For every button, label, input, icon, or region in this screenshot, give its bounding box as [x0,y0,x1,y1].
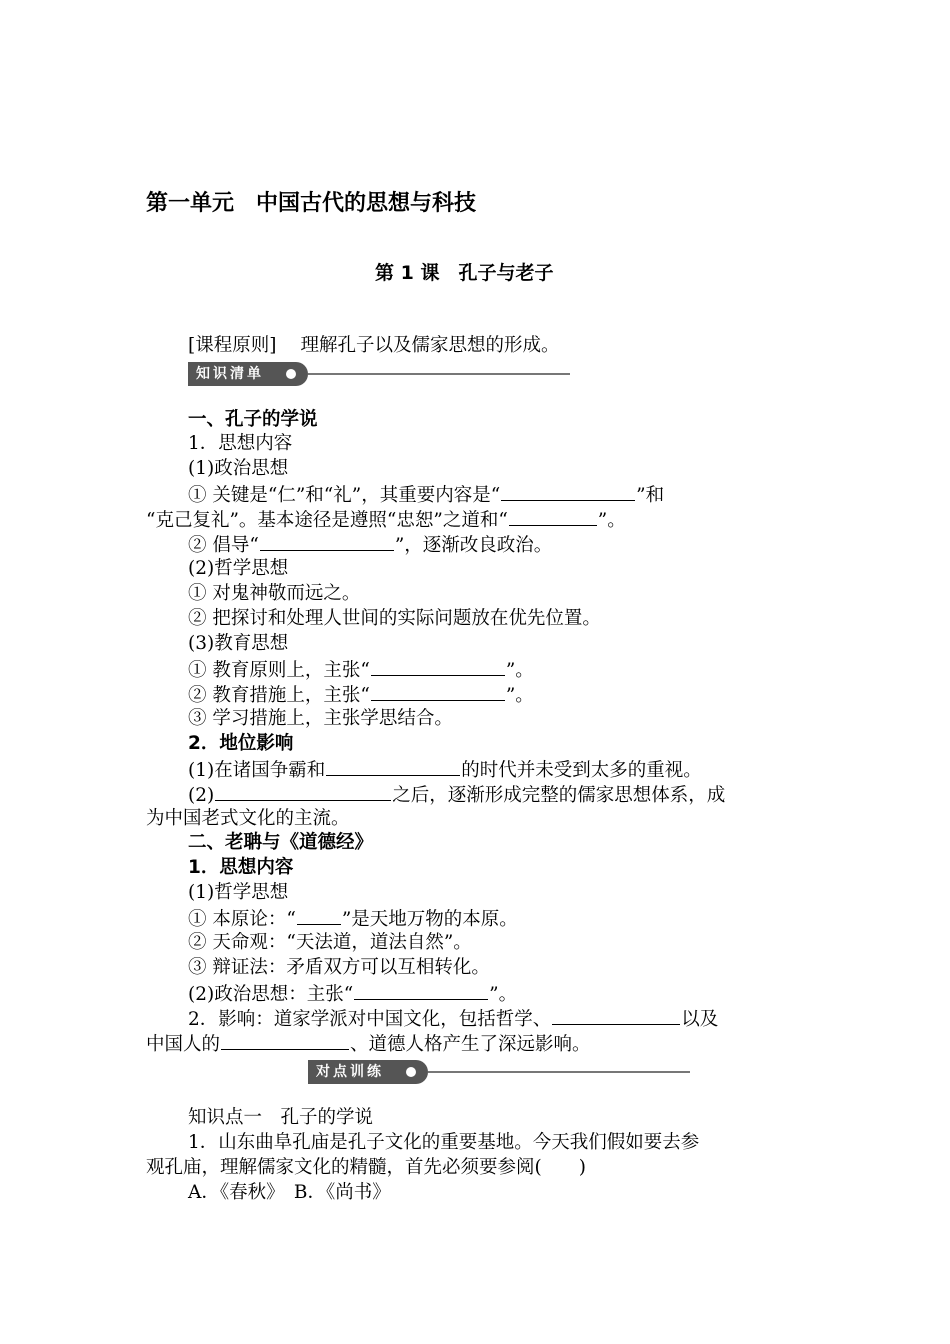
fill-blank[interactable] [371,682,505,701]
section-banner-knowledge [188,362,570,386]
paragraph: (1)政治思想 [188,458,289,479]
paragraph: (3)教育思想 [188,633,289,654]
lesson-title: 第 1 课 孔子与老子 [375,262,554,284]
paragraph: ③ 学习措施上，主张学思结合。 [188,708,453,729]
paragraph: (1)在诸国争霸和 的时代并未受到太多的重视。 [188,757,702,783]
banner-label: 对点训练 [308,1060,428,1084]
paragraph: ② 天命观：“天法道，道法自然”。 [188,932,472,953]
unit-title: 第一单元 中国古代的思想与科技 [146,191,477,216]
paragraph: (2)政治思想：主张“ ”。 [188,981,517,1007]
paragraph: 中国人的 、道德人格产生了深远影响。 [146,1031,591,1057]
knowledge-point: 知识点一 孔子的学说 [188,1107,374,1128]
subheading: 1．思想内容 [188,433,293,454]
paragraph: “克己复礼”。基本途径是遵照“忠恕”之道和“ ”。 [146,507,626,533]
fill-blank[interactable] [221,1031,349,1050]
fill-blank[interactable] [371,657,505,676]
paragraph: ① 本原论：“ ”是天地万物的本原。 [188,906,518,932]
paragraph: ① 教育原则上，主张“ ”。 [188,657,534,683]
paragraph: ① 对鬼神敬而远之。 [188,583,361,604]
divider [428,1071,690,1073]
paragraph: ② 把探讨和处理人世间的实际问题放在优先位置。 [188,608,601,629]
fill-blank[interactable] [260,532,394,551]
principle-label: [课程原则] [188,335,277,356]
subheading: 2．地位影响 [188,733,294,754]
question: 1．山东曲阜孔庙是孔子文化的重要基地。今天我们假如要去参 [188,1132,700,1153]
fill-blank[interactable] [354,981,488,1000]
section-heading: 一、孔子的学说 [188,409,318,430]
subheading: 1．思想内容 [188,857,294,878]
paragraph: (2)哲学思想 [188,558,289,579]
fill-blank[interactable] [326,757,460,776]
paragraph: 为中国老式文化的主流。 [146,808,350,829]
bullet-dot-icon [286,369,296,379]
section-heading: 二、老聃与《道德经》 [188,832,374,853]
fill-blank[interactable] [509,507,597,526]
paragraph: (1)哲学思想 [188,882,289,903]
paragraph: ② 倡导“ ”，逐渐改良政治。 [188,532,552,558]
course-principle [188,334,559,358]
paragraph: ① 关键是“仁”和“礼”，其重要内容是“ ”和 [188,482,664,508]
paragraph: (2) 之后，逐渐形成完整的儒家思想体系，成 [188,782,725,808]
fill-blank[interactable] [297,906,341,925]
fill-blank[interactable] [501,482,635,501]
bullet-dot-icon [406,1067,416,1077]
banner-label: 知识清单 [188,362,308,386]
paragraph: 2．影响：道家学派对中国文化，包括哲学、 以及 [188,1006,718,1032]
paragraph: ③ 辩证法：矛盾双方可以互相转化。 [188,957,490,978]
fill-blank[interactable] [552,1006,680,1025]
answer-options: A．《春秋》 B．《尚书》 [188,1182,391,1203]
paragraph: ② 教育措施上，主张“ ”。 [188,682,534,708]
question: 观孔庙，理解儒家文化的精髓，首先必须要参阅( ) [146,1157,586,1178]
principle-text: 理解孔子以及儒家思想的形成。 [300,335,560,356]
divider [308,373,570,375]
section-banner-practice [308,1060,690,1084]
fill-blank[interactable] [215,782,391,801]
